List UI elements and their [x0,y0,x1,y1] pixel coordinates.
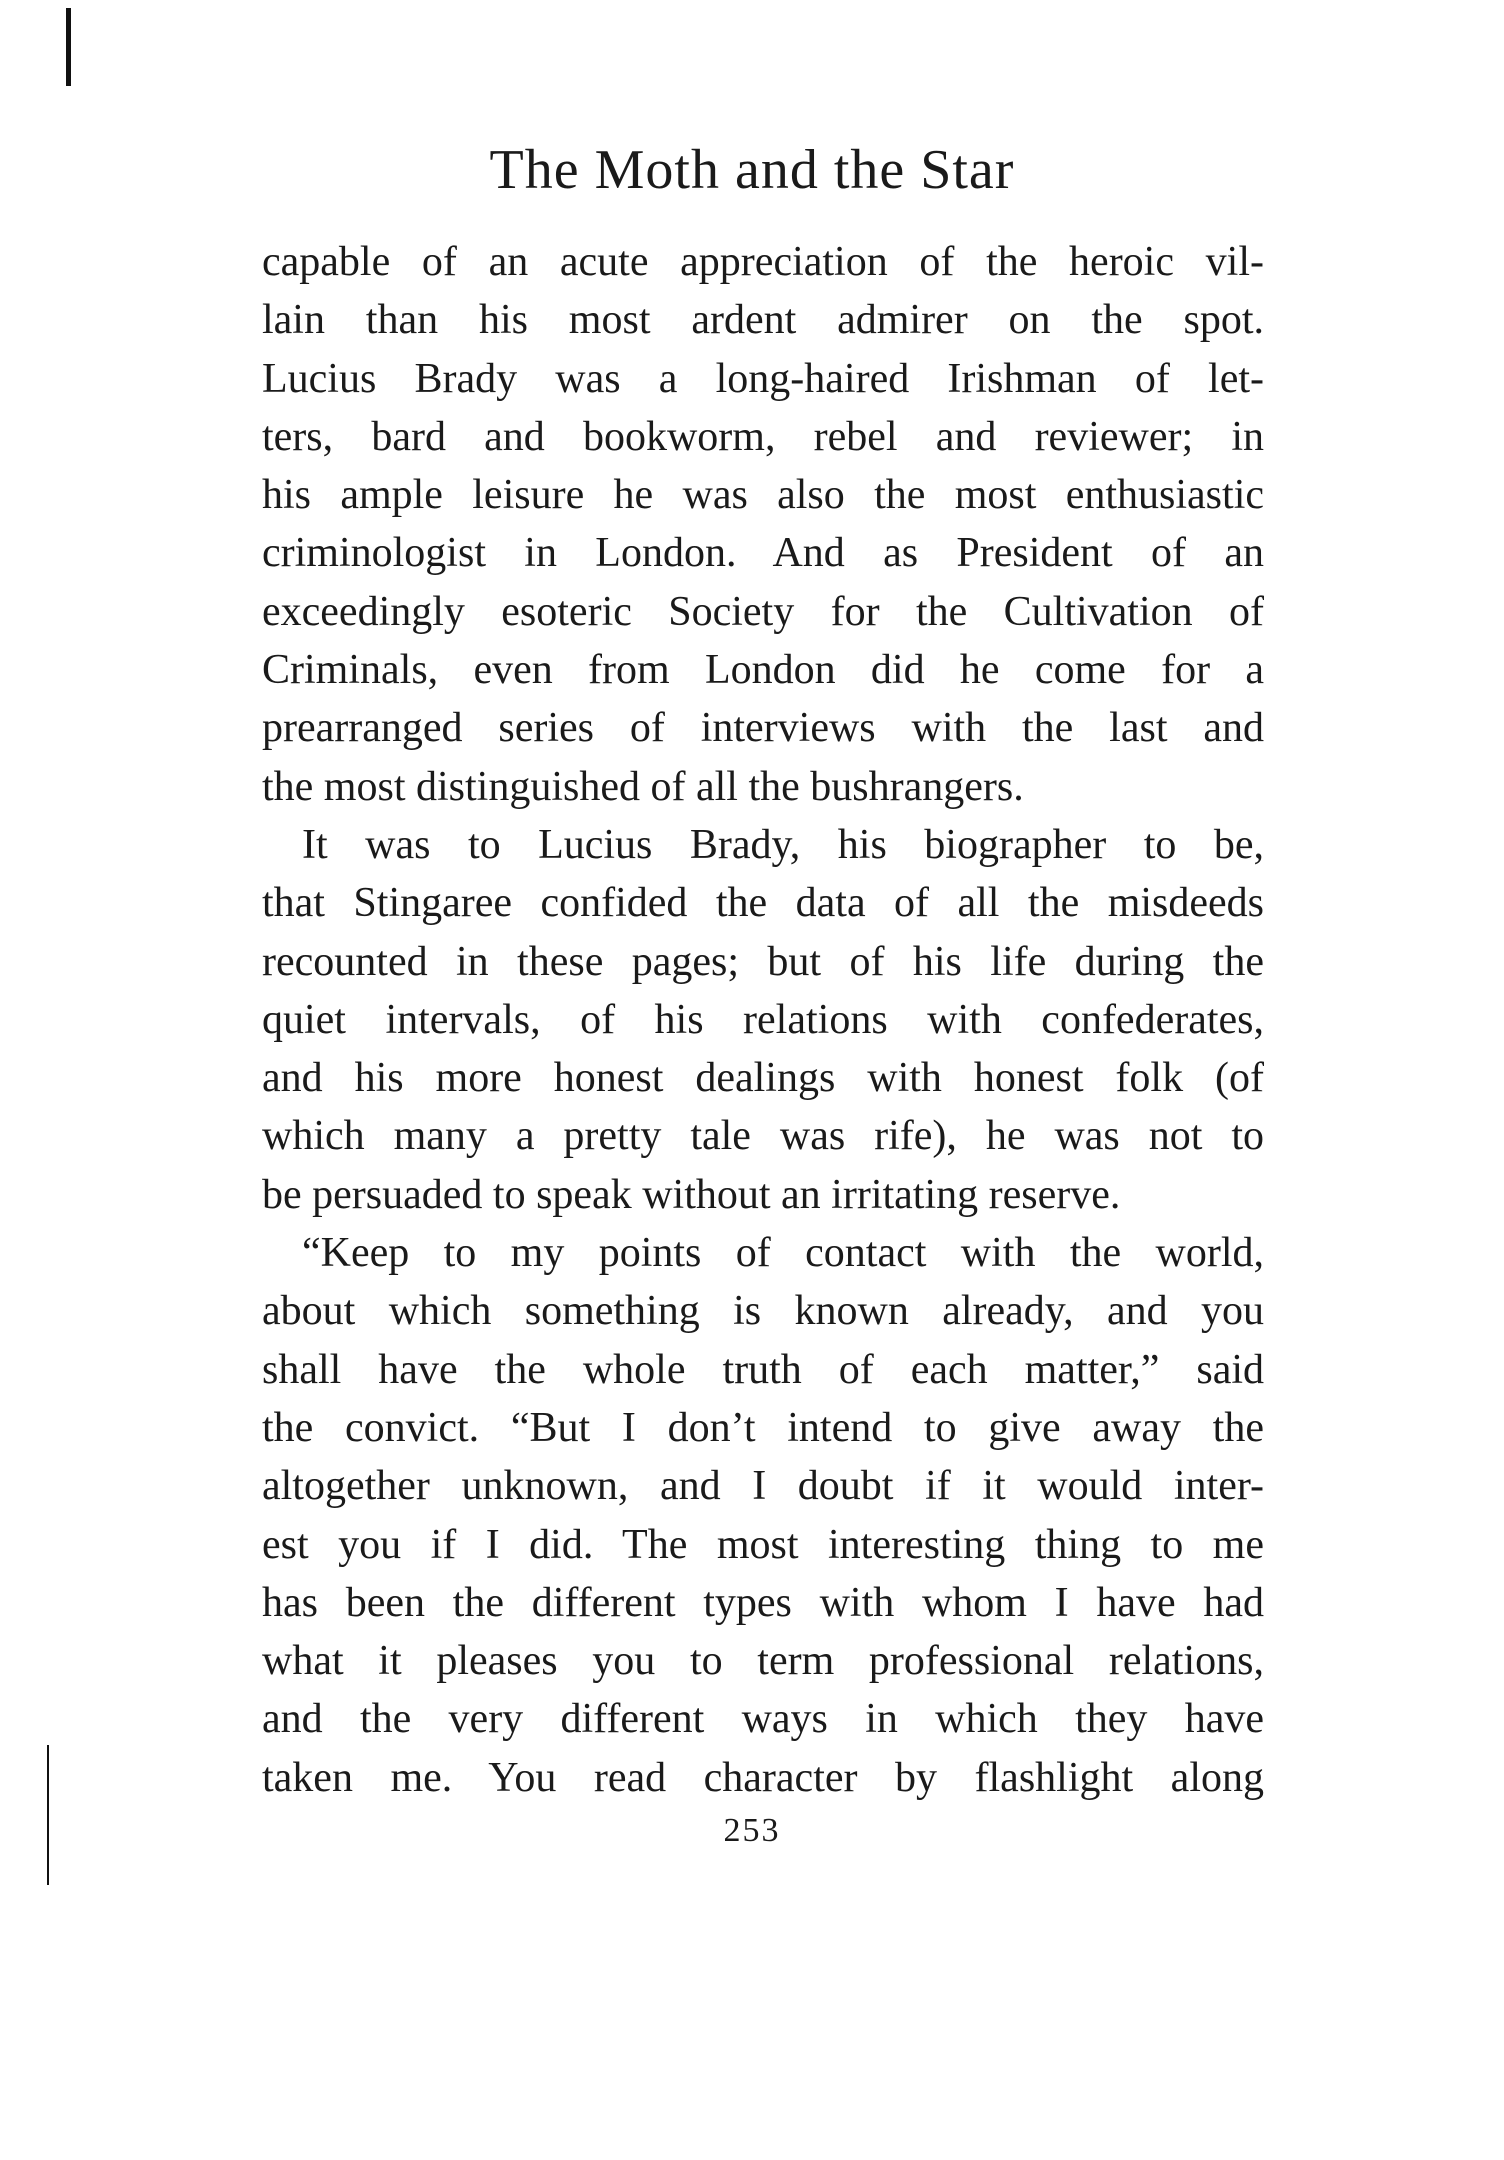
body-text [262,233,1264,1807]
text-line: quiet intervals, of his relations with confederates, [262,996,1264,1043]
text-line: criminologist in London. And as President of an [262,530,1264,577]
text-line: Criminals, even from London did he come for a [262,647,1264,694]
text-line: Lucius Brady was a long-haired Irishman of let- [262,355,1264,402]
running-head: The Moth and the Star [489,139,1015,201]
text-line: recounted in these pages; but of his life during the [262,938,1264,985]
text-line: what it pleases you to term professional relations, [262,1638,1264,1685]
text-line: that Stingaree confided the data of all the misdeeds [262,880,1264,927]
text-line: about which something is known already, and you [262,1288,1264,1335]
text-line: est you if I did. The most interesting thing to me [262,1521,1264,1568]
text-line: the convict. “But I don’t intend to give away the [262,1404,1264,1451]
paragraph [262,1224,1264,1807]
paragraph [262,233,1264,816]
text-line: ters, bard and bookworm, rebel and reviewer; in [262,413,1264,460]
text-line: shall have the whole truth of each matter,” said [262,1346,1264,1393]
text-line: lain than his most ardent admirer on the spot. [262,297,1264,344]
text-line: It was to Lucius Brady, his biographer to be, [302,821,1264,868]
text-line: his ample leisure he was also the most enthusiastic [262,472,1264,519]
text-line: has been the different types with whom I have had [262,1579,1264,1626]
page-number: 253 [723,1812,781,1849]
text-line: “Keep to my points of contact with the world, [302,1230,1264,1277]
text-line: and the very different ways in which they have [262,1696,1264,1743]
text-line: prearranged series of interviews with the last and [262,705,1264,752]
margin-scan-mark [66,8,71,86]
text-line: the most distinguished of all the bushrangers. [262,763,1024,810]
text-line: exceedingly esoteric Society for the Cultivation of [262,588,1264,635]
text-line: capable of an acute appreciation of the heroic vil- [262,239,1264,285]
text-line: taken me. You read character by flashlight along [262,1754,1264,1801]
text-line: and his more honest dealings with honest folk (of [262,1055,1264,1102]
text-line: be persuaded to speak without an irritating reserve. [262,1171,1121,1218]
text-line: which many a pretty tale was rife), he was not to [262,1113,1264,1160]
text-line: altogether unknown, and I doubt if it would inter- [262,1463,1264,1510]
paragraph [262,816,1264,1224]
